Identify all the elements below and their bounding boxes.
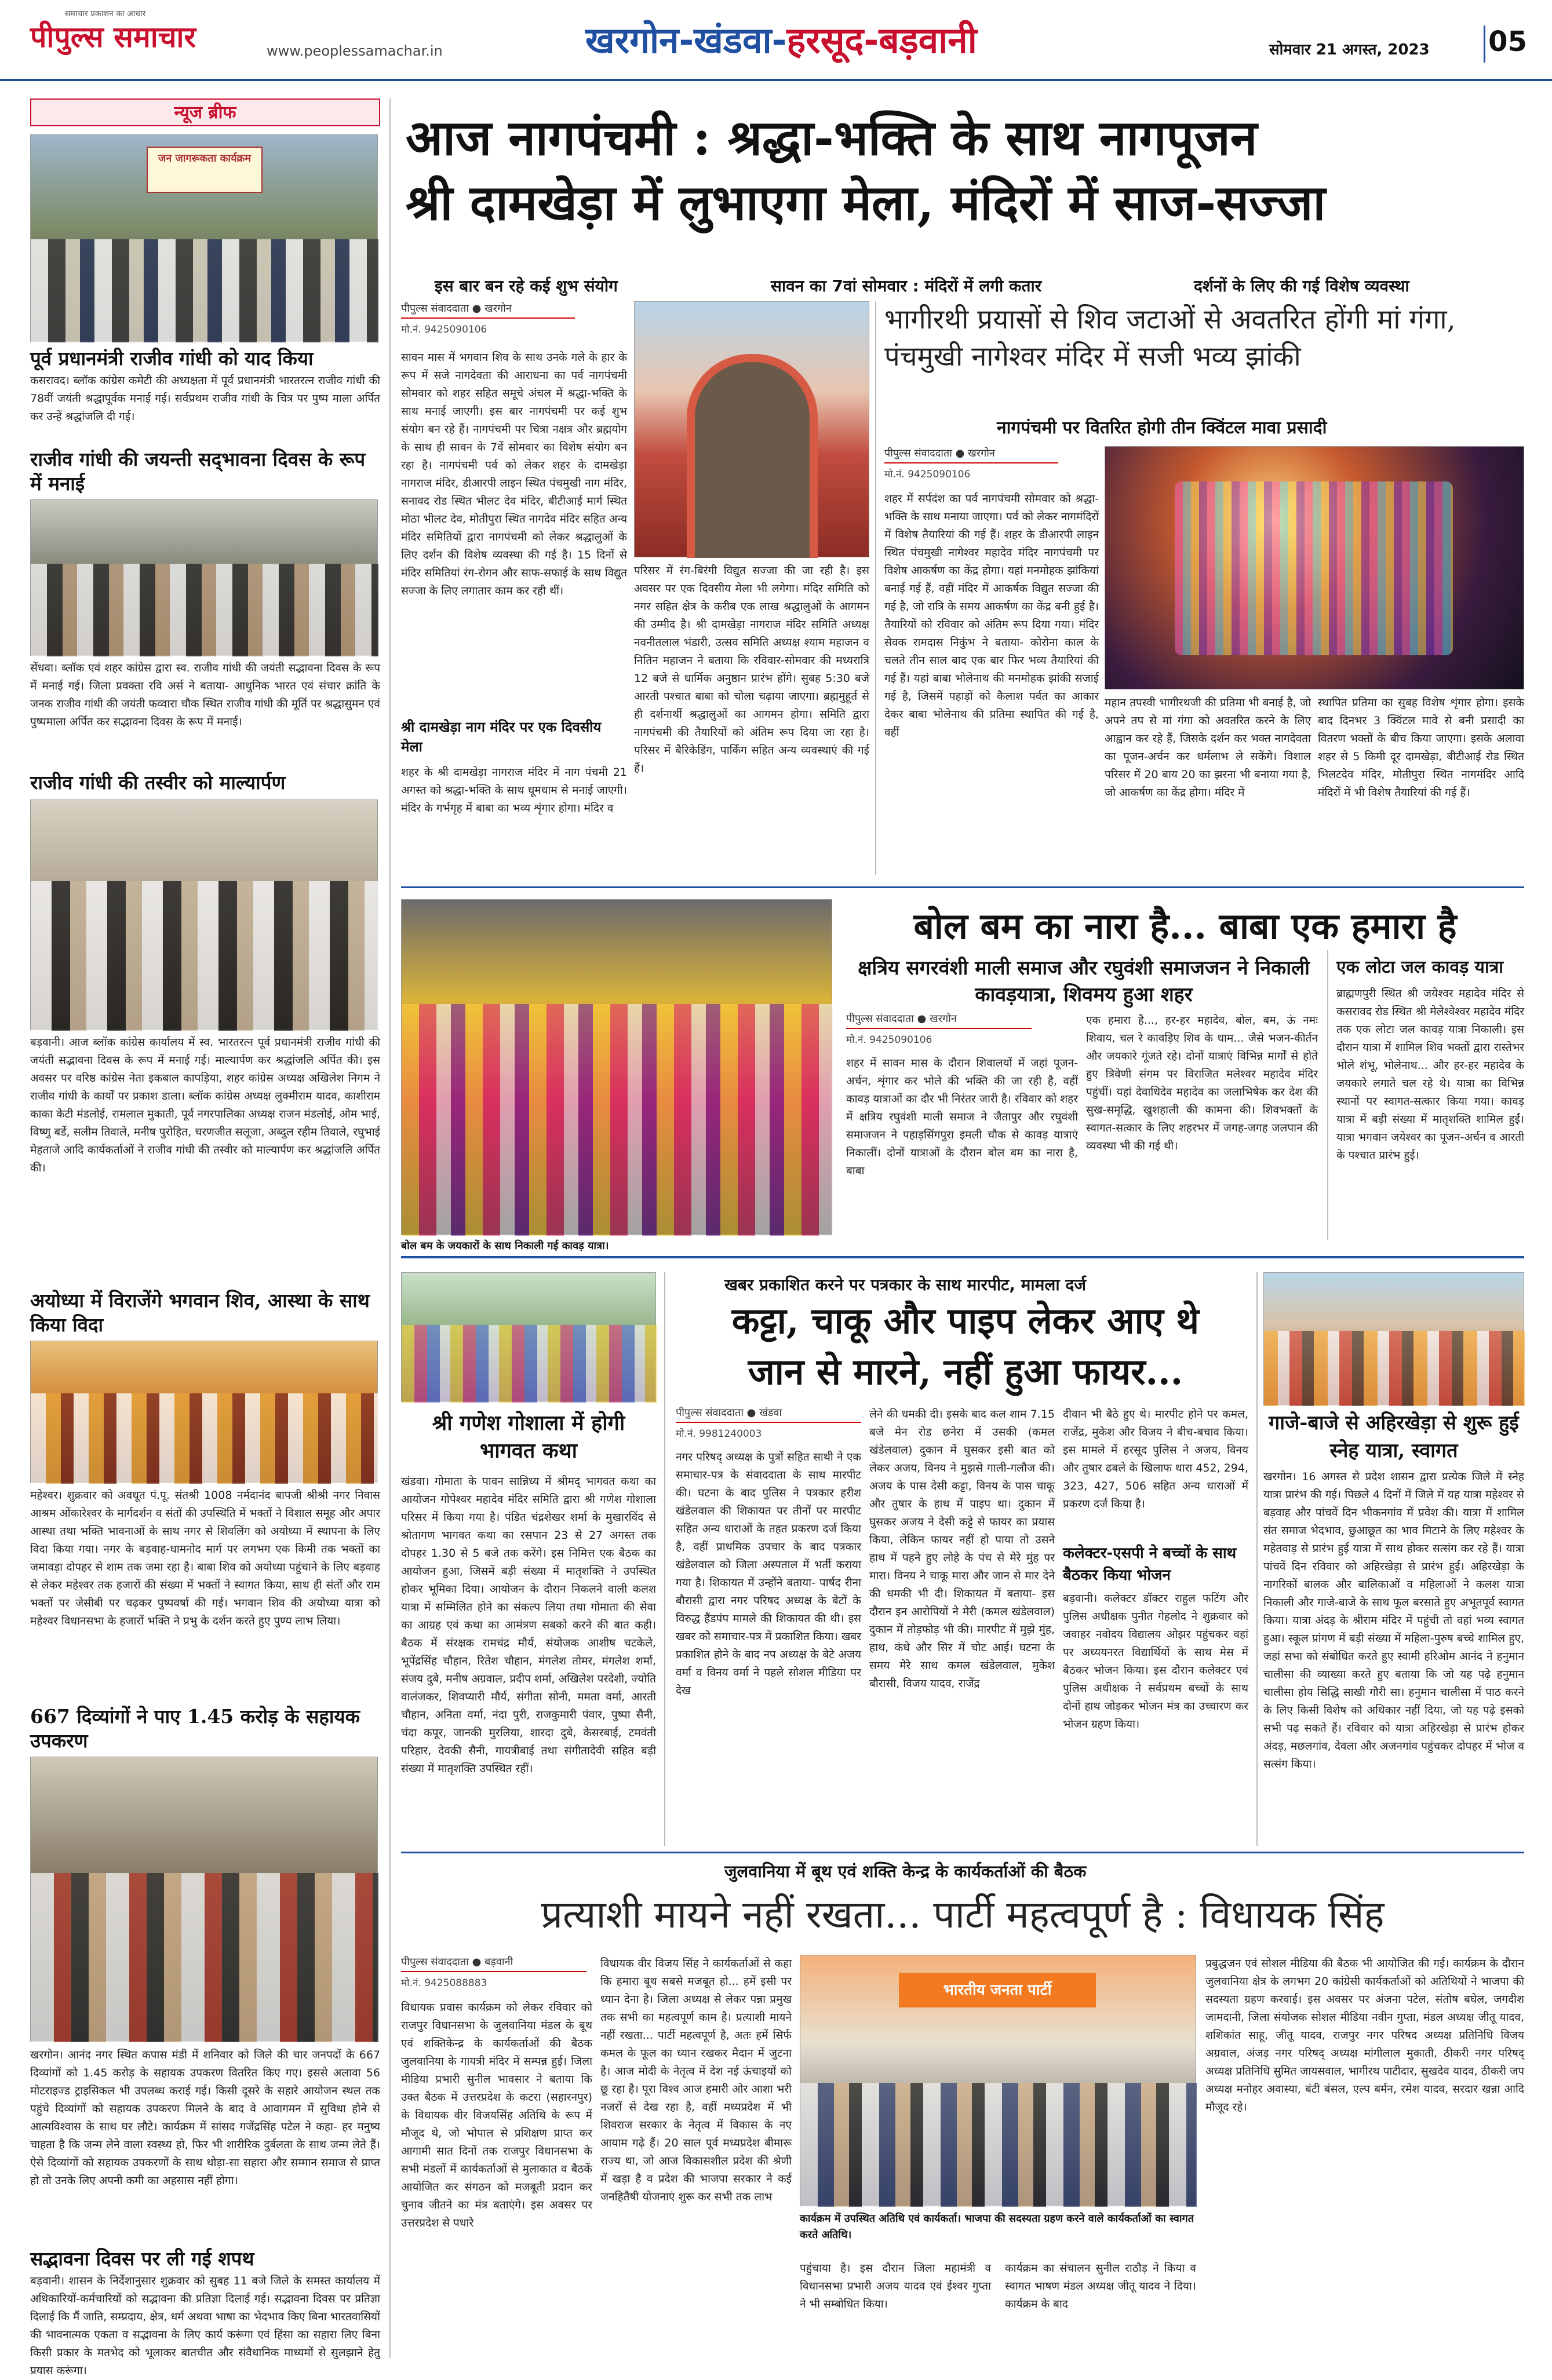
kanwar-col1-text: शहर में सावन मास के दौरान शिवालयों में जहां पूजन-अर्चन, शृंगार कर भोले की भक्ति की जा रही है, वहीं कावड़ यात्राओं का दौर भी निरंतर जारी है। रविवार को शहर में क्षत्रिय रघुवंशी माली समाज ने जैतापुर और रघुवंशी समाजजन ने पहाड़सिंगपुरा इमली चौक से कावड़ यात्राएं निकालीं। दोनों यात्राओं के दौरान बोल बम का नारा है, बाबा (846, 1057, 1078, 1177)
brief-5-headline: 667 दिव्यांगों ने पाए 1.45 करोड़ के सहायक उपकरण (30, 1705, 360, 1752)
crime-divider (1256, 1272, 1258, 1846)
lead-col1-text2: शहर के श्री दामखेड़ा नागराज मंदिर में नाग पंचमी 21 अगस्त को श्रद्धा-भक्ति के साथ धूमधाम से मनाई जाएगी। मंदिर के गर्भगृह में बाबा का भव्य शृंगार होगा। मंदिर व (401, 766, 627, 815)
lead-byline-box (401, 301, 575, 335)
photo-rajiv-kasrawad (30, 134, 378, 342)
second-col2-text: महान तपस्वी भागीरथजी की प्रतिमा भी बनाई है, जो अपने तप से मां गंगा को अवतरित करने के लिए आह्वान कर रहे हैं, जिसके दर्शन कर भक्त नागदेवता का पूजन-अर्चन कर धर्मलाभ ले सकेंगे। विशाल परिसर में 20 बाय 20 का झरना भी बनाया गया है, जो आकर्षण का केंद्र होगा। मंदिर में (1105, 696, 1311, 799)
second-byline-box (884, 446, 1058, 480)
column-divider (389, 98, 391, 2358)
photo-divyang-equipment (30, 1757, 378, 2042)
awareness-banner: जन जागरूकता कार्यक्रम (147, 147, 263, 193)
section-title (585, 17, 977, 64)
meeting-col1-text: विधायक प्रवास कार्यक्रम को लेकर रविवार को राजपुर विधानसभा के जुलवानिया मंडल के बूथ एवं शक्तिकेन्द्र के कार्यकर्ताओं की बैठक जुलवानिया के गायत्री मंदिर में सम्पन्न हुई। जिला मीडिया प्रभारी सुनील भावसार ने बताया कि उक्त बैठक में उत्तरप्रदेश के कटरा (सहारनपुर) के विधायक वीर विजयसिंह अतिथि के रूप में मौजूद थे, जो भोपाल से प्रशिक्षण प्राप्त कर आगामी सात दिनों तक राजपुर विधानसभा के सभी मंडलों में कार्यकर्ताओं से मुलाकात व बैठकें आयोजित कर संगठन को मजबूती प्रदान कर चुनाव जीतने का मंत्र बताएंगे। इस अवसर पर उत्तरप्रदेश से पधारे (401, 2001, 592, 2229)
meeting-col4-text: कार्यक्रम का संचालन सुनील राठौड़ ने किया व स्वागत भाषण मंडल अध्यक्ष जीतू यादव ने दिया। कार्यक्रम के बाद (1005, 2262, 1196, 2310)
news-brief-label: न्यूज ब्रीफ (30, 98, 380, 126)
second-byline: पीपुल्स संवाददाता ● खरगोन (884, 446, 1058, 463)
section-title-part2: हरसूद-बड़वानी (786, 19, 977, 61)
photo-kanwar-yatra (401, 899, 832, 1235)
lead-kicker-3: दर्शनों के लिए की गई विशेष व्यवस्था (1194, 276, 1409, 295)
lead-divider (875, 301, 876, 875)
kanwar-side-text: ब्राह्मणपुरी स्थित श्री जयेश्वर महादेव मंदिर से कसरावद रोड स्थित श्री मेलेश्वेश्वर महादेव मंदिर तक एक लोटा जल कावड़ यात्रा निकाली। इस दौरान यात्रा में शामिल शिव भक्तों द्वारा रास्तेभर भोले शंभू, भोलेनाथ... और हर-हर महादेव के जयकारे लगाते चल रहे थे। यात्रा का विभिन्न स्थानों पर स्वागत-सत्कार किया गया। कावड़ यात्रा में बड़ी संख्या में मातृशक्ति शामिल हुईं। यात्रा भगवान जयेश्वर का पूजन-अर्चन व आरती के पश्चात प्रारंभ हुई। (1336, 987, 1524, 1162)
yatra-body: खरगोन। 16 अगस्त से प्रदेश शासन द्वारा प्रत्येक जिले में स्नेह यात्रा प्रारंभ की गई। पिछले 4 दिनों में जिले में यह यात्रा महेश्वर से बड़वाह और पांचवें दिन भीकनगांव में प्रवेश की। यात्रा में शामिल संत समाज भेदभाव, छुआछूत का भाव मिटाने के लिए महेश्वर के महेतवाड़ से प्रारंभ हुई यात्रा में साथ होकर सत्संग कर रहे हैं। यात्रा पांचवें दिन रविवार को अहिरखेड़ा से प्रारंभ हुई। अहिरखेड़ा के नागरिकों बालक और बालिकाओं व महिलाओं ने कलश यात्रा निकाली और गाजे-बाजे के साथ फूल बरसाते हुए अभूतपूर्व स्वागत किया। यात्रा अंदड़ के श्रीराम मंदिर में पहुंची तो वहां भव्य स्वागत हुआ। स्कूल प्रांगण में बड़ी संख्या में महिला-पुरुष बच्चे शामिल हुए, जहां सभा को संबोधित करते हुए स्वामी हरिओम आनंद ने हनुमान चालीसा की व्याख्या करते हुए बताया कि जो यह पढ़े हनुमान चालीसा होय सिद्धि साखी गौरी सा। हनुमान चालीसा में पाठ करने के लिए किसी विशेष को अधिकार नहीं दिया, जो यह पढ़े इसको सभी पढ़ सकते हैं। रविवार को यात्रा अहिरखेड़ा से प्रारंभ होकर अंदड़, मछलगांव, देवला और अजनगांव पहुंचकर दोपहर में भोज व सत्संग किया। (1263, 1470, 1524, 1771)
photo-temple-gate (634, 301, 869, 557)
masthead (0, 0, 1552, 81)
page-number: 05 (1484, 25, 1530, 63)
paper-name: पीपुल्स समाचार (30, 20, 196, 54)
brief-4-body: महेश्वर। शुक्रवार को अवधूत पं.पू. संतश्री 1008 नर्मदानंद बापजी श्रीश्री नगर निवास आश्रम ओंकारेश्वर के मार्गदर्शन व संतों की उपस्थिति में भक्तों ने विशाल समूह और अपार आस्था तथा भक्ति भावनाओं के साथ नगर से शिवलिंग को अयोध्या में स्थापना के लिए विदा किया गया। नगर के बड़वाह-धामनोद मार्ग पर लगभग एक किमी तक भक्तों का जमावड़ा दोपहर से शाम तक जमा रहा है। बाबा शिव को अयोध्या पहुंचाने के लिए बड़वाह से लेकर महेश्वर तक हजारों की संख्या में भक्तों ने स्वागत किया, साथ ही संतों और राम भक्तों पर जेसीबी पर चढ़कर पुष्पवर्षा की गई। भगवान शिव की अयोध्या यात्रा को महेश्वर विधानसभा के हजारों भक्ति ने प्रभु के दर्शन करते हुए पुण्य लाभ लिया। (30, 1489, 380, 1627)
kanwar-mobile: मो.नं. 9425090106 (846, 1034, 932, 1046)
lead-col1-text: सावन मास में भगवान शिव के साथ उनके गले के हार के रूप में सजे नागदेवता की आराधना का पर्व नागपंचमी सोमवार को शहर सहित समूचे अंचल में श्रद्धा-भक्ति के साथ मनाई जाएगी। इस बार नागपंचमी पर कई शुभ संयोग बन रहे हैं। नागपंचमी पर चित्रा नक्षत्र और ब्रह्मयोग के साथ ही सावन के 7वें सोमवार का विशेष संयोग बन रहा है। नागपंचमी पर्व को लेकर शहर के दामखेड़ा नागराज मंदिर, डीआरपी लाइन स्थित पंचमुखी नाग मंदिर, सनावद रोड स्थित भीलट देव मंदिर, बीटीआई मार्ग स्थित मोठा भीलट देव, मोतीपुरा स्थित नागदेव मंदिर सहित अन्य मंदिर समितियों द्वारा नागपंचमी को लेकर श्रद्धालुओं के लिए दर्शन की विशेष व्यवस्था की गई है। 15 दिनों से मंदिर समितियां रंग-रोगन और साफ-सफाई के साथ विद्युत सज्जा के लिए लगातार काम कर रही थीं। (401, 351, 627, 597)
photo-shiv-ayodhya (30, 1341, 378, 1483)
lead-mobile: मो.नं. 9425090106 (401, 324, 487, 335)
photo-rajiv-sendhwa (30, 499, 378, 656)
yatra-headline: गाजे-बाजे से अहिरखेड़ा से शुरू हुई स्नेह यात्रा, स्वागत (1269, 1411, 1519, 1462)
crime-col1-text: नगर परिषद् अध्यक्ष के पुत्रों सहित साथी ने एक समाचार-पत्र के संवाददाता के साथ मारपीट की। घटना के बाद पुलिस ने पत्रकार हरीश खंडेलवाल की शिकायत पर तीनों पर मारपीट सहित अन्य धाराओं के तहत प्रकरण दर्ज किया है, वहीं प्राथमिक उपचार के बाद पत्रकार खंडेलवाल को जिला अस्पताल में भर्ती कराया गया है। शिकायत में उन्होंने बताया- पार्षद रीना बौरासी द्वारा नगर परिषद अध्यक्ष के बेटों के विरुद्ध हैंडपंप मामले की शिकायत की थी। इस खबर को समाचार-पत्र में प्रकाशित किया। खबर प्रकाशित होने के बाद नप अध्यक्ष के बेटे अजय वर्मा व विनय वर्मा ने पहले सोशल मीडिया पर देख (676, 1451, 861, 1697)
photo-goshala-meeting (401, 1272, 656, 1402)
kanwar-byline-box (846, 1012, 1032, 1046)
section-rule-3 (401, 1852, 1524, 1853)
brief-2-headline: राजीव गांधी की जयन्ती सद्‌भावना दिवस के रूप में मनाई (30, 448, 366, 495)
brief-3-headline: राजीव गांधी की तस्वीर को माल्यार्पण (30, 771, 286, 794)
photo-rajiv-badwani (30, 800, 378, 1030)
meeting-mobile: मो.नं. 9425088883 (401, 1977, 487, 1989)
crime-sub-headline: कलेक्टर-एसपी ने बच्चों के साथ बैठकर किया भोजन (1063, 1545, 1237, 1584)
second-headline: भागीरथी प्रयासों से शिव जटाओं से अवतरित होंगी मां गंगा, पंचमुखी नागेश्वर मंदिर में सजी भव्य झांकी (884, 304, 1456, 373)
brief-1-body: कसरावद। ब्लॉक कांग्रेस कमेटी की अध्यक्षता में पूर्व प्रधानमंत्री भारतरत्न राजीव गांधी की 78वीं जयंती श्रद्धापूर्वक मनाई गई। सर्वप्रथम राजीव गांधी के चित्र पर पुष्प माला अर्पित कर उन्हें श्रद्धांजलि दी गई। (30, 374, 380, 423)
second-mobile: मो.नं. 9425090106 (884, 469, 971, 480)
crime-headline-1: कट्टा, चाकू और पाइप लेकर आए थे (731, 1299, 1200, 1342)
bjp-banner: भारतीय जनता पार्टी (899, 1973, 1096, 2007)
section-rule (401, 886, 1524, 888)
kanwar-side-headline: एक लोटा जल कावड़ यात्रा (1336, 957, 1504, 977)
goshala-divider (664, 1272, 665, 1846)
brief-6-body: बड़वानी। शासन के निर्देशानुसार शुक्रवार को सुबह 11 बजे जिले के समस्त कार्यालय में अधिकारियों-कर्मचारियों को सद्भावना की प्रतिज्ञा दिलाई गई। सद्भावना दिवस पर प्रतिज्ञा दिलाई कि मैं जाति, सम्प्रदाय, क्षेत्र, धर्म अथवा भाषा का भेदभाव किए बिना भारतवासियों की भावनात्मक एकता व सद्भावना के लिए कार्य करूंगा एवं हिंसा का सहारा लिए बिना किसी प्रकार के मतभेद को भूलाकर बातचीत और संवैधानिक माध्यमों से सुलझाने हेतु प्रयास करूंगा। (30, 2275, 380, 2377)
second-subhead: नागपंचमी पर वितरित होगी तीन क्विंटल मावा प्रसादी (997, 418, 1327, 438)
lead-kicker-2: सावन का 7वां सोमवार : मंदिरों में लगी कतार (771, 276, 1042, 295)
meeting-kicker: जुलवानिया में बूथ एवं शक्ति केन्द्र के कार्यकर्ताओं की बैठक (724, 1861, 1087, 1881)
kanwar-headline: बोल बम का नारा है... बाबा एक हमारा है (913, 905, 1457, 947)
kanwar-byline: पीपुल्स संवाददाता ● खरगोन (846, 1012, 1032, 1029)
crime-byline-box (676, 1406, 861, 1440)
crime-byline: पीपुल्स संवाददाता ● खंडवा (676, 1406, 861, 1423)
lead-byline: पीपुल्स संवाददाता ● खरगोन (401, 301, 575, 319)
lead-headline-2: श्री दामखेड़ा में लुभाएगा मेला, मंदिरों में साज-सज्जा (406, 174, 1326, 231)
section-rule-2 (401, 1256, 1524, 1258)
crime-sub-text: बड़वानी। कलेक्टर डॉक्टर राहुल फटिंग और पुलिस अधीक्षक पुनीत गेहलोद ने शुक्रवार को जवाहर नवोदय विद्यालय ओझर पहुंचकर वहां पर अध्ययनरत विद्यार्थियों के साथ मेस में बैठकर भोजन किया। इस दौरान कलेक्टर एवं पुलिस अधीक्षक ने सर्वप्रथम बच्चों के साथ दोनों हाथ जोड़कर भोजन मंत्र का उच्चारण कर भोजन ग्रहण किया। (1063, 1592, 1248, 1731)
meeting-photo-caption: कार्यक्रम में उपस्थित अतिथि एवं कार्यकर्ता। भाजपा की सदस्यता ग्रहण करने वाले कार्यकर्ताओं का स्वागत करते अतिथि। (800, 2213, 1194, 2241)
paper-tagline: समाचार प्रकाशन का आधार (65, 9, 146, 19)
meeting-headline: प्रत्याशी मायने नहीं रखता... पार्टी महत्वपूर्ण है : विधायक सिंह (541, 1892, 1385, 1937)
lead-headline-1: आज नागपंचमी : श्रद्धा-भक्ति के साथ नागपूजन (406, 109, 1258, 166)
crime-mobile: मो.नं. 9981240003 (676, 1428, 762, 1440)
meeting-col2-text: विधायक वीर विजय सिंह ने कार्यकर्ताओं से कहा कि हमारा बूथ सबसे मजबूत हो... हमें इसी पर ध्यान देना है। जिला अध्यक्ष से लेकर पन्ना प्रमुख तक सभी का महत्वपूर्ण काम है। प्रत्याशी मायने नहीं रखता... पार्टी महत्वपूर्ण है, अतः हमें सिर्फ कमल के फूल का ध्यान रखकर मैदान में जुटना है। आज मोदी के नेतृत्व में देश नई ऊंचाइयों को छू रहा है। पूरा विश्व आज हमारी ओर आशा भरी नजरों से देख रहा है, वहीं मध्यप्रदेश में भी शिवराज सरकार के नेतृत्व में विकास के नए आयाम गढ़े हैं। 20 साल पूर्व मध्यप्रदेश बीमारू राज्य था, जो आज विकासशील प्रदेश की श्रेणी में खड़ा है व प्रदेश की भाजपा सरकार ने कई जनहितैषी योजनाएं शुरू कर सभी तक लाभ (600, 1957, 792, 2203)
brief-5-body: खरगोन। आनंद नगर स्थित कपास मंडी में शनिवार को जिले की चार जनपदों के 667 दिव्यांगों को 1.45 करोड़ के सहायक उपकरण वितरित किए गए। इससे अलावा 56 मोटराइज्ड ट्राइसिकल भी उपलब्ध कराई गई। किसी दूसरे के सहारे आयोजन स्थल तक पहुंचे दिव्यांगों को सहायक उपकरण मिलने के बाद वे आवागमन में सुविधा होने से आत्मविश्वास के साथ घर लौटे। कार्यक्रम में सांसद गजेंद्रसिंह पटेल ने कहा- हर मनुष्य चाहता है कि जन्म लेने वाला स्वस्थ्य हो, फिर भी शारीरिक दुर्बलता के साथ जन्म लेते हैं। ऐसे दिव्यांगों को सहायक उपकरणों के साथ थोड़ा-सा सहारा और सम्मान समाज से प्राप्त हो तो उनके लिए अपनी कमी का अहसास नहीं होगा। (30, 2049, 380, 2187)
lead-kicker-1: इस बार बन रहे कई शुभ संयोग (435, 276, 618, 295)
photo-bjp-meeting (800, 1955, 1196, 2206)
kanwar-col2-text: एक हमारा है..., हर-हर महादेव, बोल, बम, ऊं नमः शिवाय, चल रे कावड़िए शिव के धाम... जैसे भजन-कीर्तन और जयकारे गूंजते रहे। दोनों यात्राएं विभिन्न मार्गों से होते हुए त्रिवेणी संगम पर विराजित मलेश्वर महादेव मंदिर पहुंचीं। यहां देवाधिदेव महादेव का जलाभिषेक कर देश की सुख-समृद्धि, खुशहाली की कामना की। शिवभक्तों के स्वागत-सत्कार के लिए शहरभर में जगह-जगह जलपान की व्यवस्था भी की गई थी। (1086, 1014, 1318, 1152)
brief-3-body: बड़वानी। आज ब्लॉक कांग्रेस कार्यालय में स्व. भारतरत्न पूर्व प्रधानमंत्री राजीव गांधी की जयंती सद्भावना दिवस के रूप में मनाई गई। माल्यार्पण कर श्रद्धांजलि अर्पित की। इस अवसर पर वरिष्ठ कांग्रेस नेता इकबाल कापड़िया, शहर कांग्रेस अध्यक्ष अखिलेश निगम ने राजीव गांधी के कार्यों पर प्रकाश डाला। ब्लॉक कांग्रेस अध्यक्ष लुक्मीराम यादव, काशीराम काका केटी मंडलोई, रामलाल मुकाती, पूर्व नगरपालिका अध्यक्ष राजन मंडलोई, ओम भाई, विष्णु बर्डे, सलीम तिवाले, मनीष पुरोहित, चरणजीत सलूजा, अब्दुल रहीम तिवाले, रघुभाई मेहताजे आदि कार्यकर्ताओं ने राजीव गांधी की तस्वीर को माल्यार्पण कर श्रद्धांजलि अर्पित की। (30, 1036, 380, 1174)
meeting-col3-text: पहुंचाया है। इस दौरान जिला महामंत्री व विधानसभा प्रभारी अजय यादव एवं ईश्वर गुप्ता ने भी सम्बोधित किया। (800, 2262, 991, 2310)
brief-4-headline: अयोध्या में विराजेंगे भगवान शिव, आस्था के साथ किया विदा (30, 1289, 370, 1336)
meeting-byline: पीपुल्स संवाददाता ● बड़वानी (401, 1955, 586, 1972)
lead-col2-text: परिसर में रंग-बिरंगी विद्युत सज्जा की जा रही है। इस अवसर पर एक दिवसीय मेला भी लगेगा। मंदिर समिति को नगर सहित क्षेत्र के करीब एक लाख श्रद्धालुओं के आगमन की उम्मीद है। श्री दामखेड़ा नागराज मंदिर समिति अध्यक्ष नवनीतलाल भंडारी, उत्सव समिति अध्यक्ष श्याम महाजन व नितिन महाजन ने बताया कि रविवार-सोमवार की मध्यरात्रि 12 बजे से धार्मिक अनुष्ठान प्रारंभ होंगे। सुबह 5:30 बजे आरती पश्चात बाबा को चोला चढ़ाया जाएगा। ब्रह्ममुहूर्त से ही दर्शनार्थी श्रद्धालुओं का आगमन होगा। समिति द्वारा नागपंचमी की तैयारियों को अंतिम रूप दिया जा रहा है। परिसर में बैरिकेडिंग, पार्किंग सहित अन्य व्यवस्थाएं की गई हैं। (634, 564, 869, 775)
goshala-headline: श्री गणेश गोशाला में होगी भागवत कथा (432, 1411, 625, 1463)
crime-col3-text: दीवान भी बैठे हुए थे। मारपीट होने पर कमल, राजेंद्र, मुकेश और विजय ने बीच-बचाव किया। इस मामले में हरसूद पुलिस ने अजय, विनय और तुषार ढबले के खिलाफ धारा 452, 294, 323, 427, 506 सहित अन्य धाराओं में प्रकरण दर्ज किया है। (1063, 1408, 1248, 1510)
second-col1-text: शहर में सर्पदंश का पर्व नागपंचमी सोमवार को श्रद्धा-भक्ति के साथ मनाया जाएगा। पर्व को लेकर नागमंदिरों में विशेष तैयारियां की गई हैं। शहर के डीआरपी लाइन स्थित पंचमुखी नागेश्वर महादेव मंदिर नागपंचमी पर विशेष आकर्षण का केंद्र होगा। यहां मनमोहक झांकियां बनाई गई हैं, वहीं मंदिर में आकर्षक विद्युत सज्जा की गई है, जो रात्रि के समय आकर्षण का केंद्र बनी हुई है। तैयारियों को रविवार को अंतिम रूप दिया गया। मंदिर सेवक रामदास निकुंभ ने बताया- कोरोना काल के चलते तीन साल बाद एक बार फिर भव्य तैयारियां की गई हैं। यहां बाबा भोलेनाथ की मनमोहक झांकी सजाई गई है, जिसमें पहाड़ों को कैलाश पर्वत का आकार देकर बाबा भोलेनाथ की प्रतिमा स्थापित की गई है, वहीं (884, 492, 1099, 739)
photo-sneh-yatra (1263, 1272, 1524, 1406)
photo-nageshwar-tableau (1105, 446, 1524, 689)
crime-col2-text: लेने की धमकी दी। इसके बाद कल शाम 7.15 बजे मेन रोड छनेरा में उसकी (कमल खंडेलवाल) दुकान में घुसकर इसी बात को लेकर अजय, विनय ने मुझसे गाली-गलौज की। अजय के पास देसी कट्टा, विनय के पास चाकू और तुषार के हाथ में पाइप था। दुकान में घुसकर अजय ने देसी कट्टे से फायर का प्रयास किया, लेकिन फायर नहीं हो पाया तो उसने हाथ में पहने हुए लोहे के पंच से मेरे मुंह पर मारा। विनय ने चाकू मारा और जान से मार देने की धमकी भी दी। शिकायत में बताया- इस दौरान इन आरोपियों ने मेरी (कमल खंडेलवाल) दुकान में तोड़फोड़ भी की। मारपीट में मुझे मुंह, हाथ, कंधे और सिर में चोट आई। घटना के समय मेरे साथ कमल खंडेलवाल, मुकेश बौरासी, विजय यादव, राजेंद्र (869, 1408, 1055, 1690)
second-col3-text: स्थापित प्रतिमा का सुबह विशेष शृंगार होगा। इसके बाद दिनभर 3 क्विंटल मावे से बनी प्रसादी का वितरण भक्तों के बीच किया जाएगा। इसके अलावा शहर से 5 किमी दूर दामखेड़ा, बीटीआई रोड स्थित भिलटदेव मंदिर, मोतीपुरा स्थित नागमंदिर आदि मंदिरों में भी विशेष तैयारियां की गई हैं। (1318, 696, 1524, 799)
meeting-byline-box (401, 1955, 586, 1989)
kanwar-photo-caption: बोल बम के जयकारों के साथ निकाली गई कावड़ यात्रा। (401, 1240, 609, 1252)
kanwar-side-divider (1327, 950, 1328, 1240)
brief-6-headline: सद्भावना दिवस पर ली गई शपथ (30, 2247, 254, 2270)
brief-1-headline: पूर्व प्रधानमंत्री राजीव गांधी को याद किया (30, 347, 314, 370)
kanwar-subhead: क्षत्रिय सगरवंशी माली समाज और रघुवंशी समाजजन ने निकाली कावड़यात्रा, शिवमय हुआ शहर (858, 957, 1310, 1006)
news-brief-column (30, 98, 380, 2377)
crime-kicker: खबर प्रकाशित करने पर पत्रकार के साथ मारपीट, मामला दर्ज (724, 1275, 1086, 1294)
lead-subhead: श्री दामखेड़ा नाग मंदिर पर एक दिवसीय मेला (401, 719, 602, 755)
website[interactable]: www.peoplessamachar.in (267, 43, 443, 59)
issue-date: सोमवार 21 अगस्त, 2023 (1269, 41, 1430, 59)
crime-headline-2: जान से मारने, नहीं हुआ फायर... (748, 1350, 1183, 1393)
paper-logo (30, 9, 262, 66)
section-title-part1: खरगोन-खंडवा- (585, 19, 787, 61)
meeting-col5-text: प्रबुद्धजन एवं सोशल मीडिया की बैठक भी आयोजित की गई। कार्यक्रम के दौरान जुलवानिया क्षेत्र के लगभग 20 कांग्रेसी कार्यकर्ताओं को अतिथियों ने भाजपा की सदस्यता ग्रहण करवाई। इस अवसर पर अंजना पटेल, संतोष बघेल, जगदीश जामदानी, जिला संयोजक सोशल मीडिया नवीन गुप्ता, मंडल अध्यक्ष जीतू यादव, शशिकांत साहू, जीतू यादव, राजपुर नगर परिषद अध्यक्ष प्रतिनिधि विजय अग्रवाल, अंजड़ नगर परिषद् अध्यक्ष मांगीलाल मुकाती, ठीकरी नगर परिषद् अध्यक्ष प्रतिनिधि सुमित जायसवाल, भागीरथ पाटीदार, सुखदेव यादव, ठीकरी जप अध्यक्ष मनोहर अवास्या, बंटी बंसल, एल्प बर्मन, रमेश यादव, सरदार खन्ना आदि मौजूद रहे। (1205, 1957, 1524, 2113)
brief-2-body: सेंधवा। ब्लॉक एवं शहर कांग्रेस द्वारा स्व. राजीव गांधी की जयंती सद्भावना दिवस के रूप में मनाई गई। जिला प्रवक्ता रवि अर्स ने बताया- आधुनिक भारत एवं संचार क्रांति के जनक राजीव गांधी की जयंती फव्वारा चौक स्थित राजीव गांधी की मूर्ति पर श्रद्धासुमन एवं पुष्पमाला अर्पित कर सद्भावना दिवस के रूप में मनाई। (30, 662, 380, 728)
goshala-body: खंडवा। गोमाता के पावन सान्निध्य में श्रीमद् भागवत कथा का आयोजन गोपेश्वर महादेव मंदिर समिति द्वारा श्री गणेश गोशाला परिसर में किया गया है। पंडित चंद्रशेखर शर्मा के मुखारविंद से श्रोतागण भागवत कथा का रसपान 23 से 27 अगस्त तक दोपहर 1.30 से 5 बजे तक करेंगे। इस निमित्त एक बैठक का आयोजन हुआ, जिसमें बड़ी संख्या में मातृशक्ति ने उपस्थित होकर भूमिका दिया। आयोजन के दौरान निकलने वाली कलश यात्रा में सम्मिलित होने का संकल्प लिया तथा गोमाता की सेवा का आग्रह एवं कथा का आमंत्रण सबको करने की बात कही। बैठक में संरक्षक रामचंद्र मौर्य, संयोजक आशीष चटकेले, भूपेंद्रसिंह चौहान, रितेश चौहान, मंगलेश तोमर, मंगलेश शर्मा, संजय दुबे, मनीष अग्रवाल, प्रदीप शर्मा, अखिलेश परदेशी, ज्योति वालंजकर, शिवप्यारी मौर्य, संगीता सोनी, ममता वर्मा, आरती चौहान, अनिता वर्मा, नंदा पुरी, राजकुमारी पंवार, पुष्पा सैनी, चंदा कपूर, जानकी मुरलिया, शारदा दुबे, केसरबाई, टमवंती परिहार, देवकी सैनी, गायत्रीबाई तथा संगीतादेवी सहित बड़ी संख्या में मातृशक्ति उपस्थित रहीं। (401, 1475, 656, 1775)
